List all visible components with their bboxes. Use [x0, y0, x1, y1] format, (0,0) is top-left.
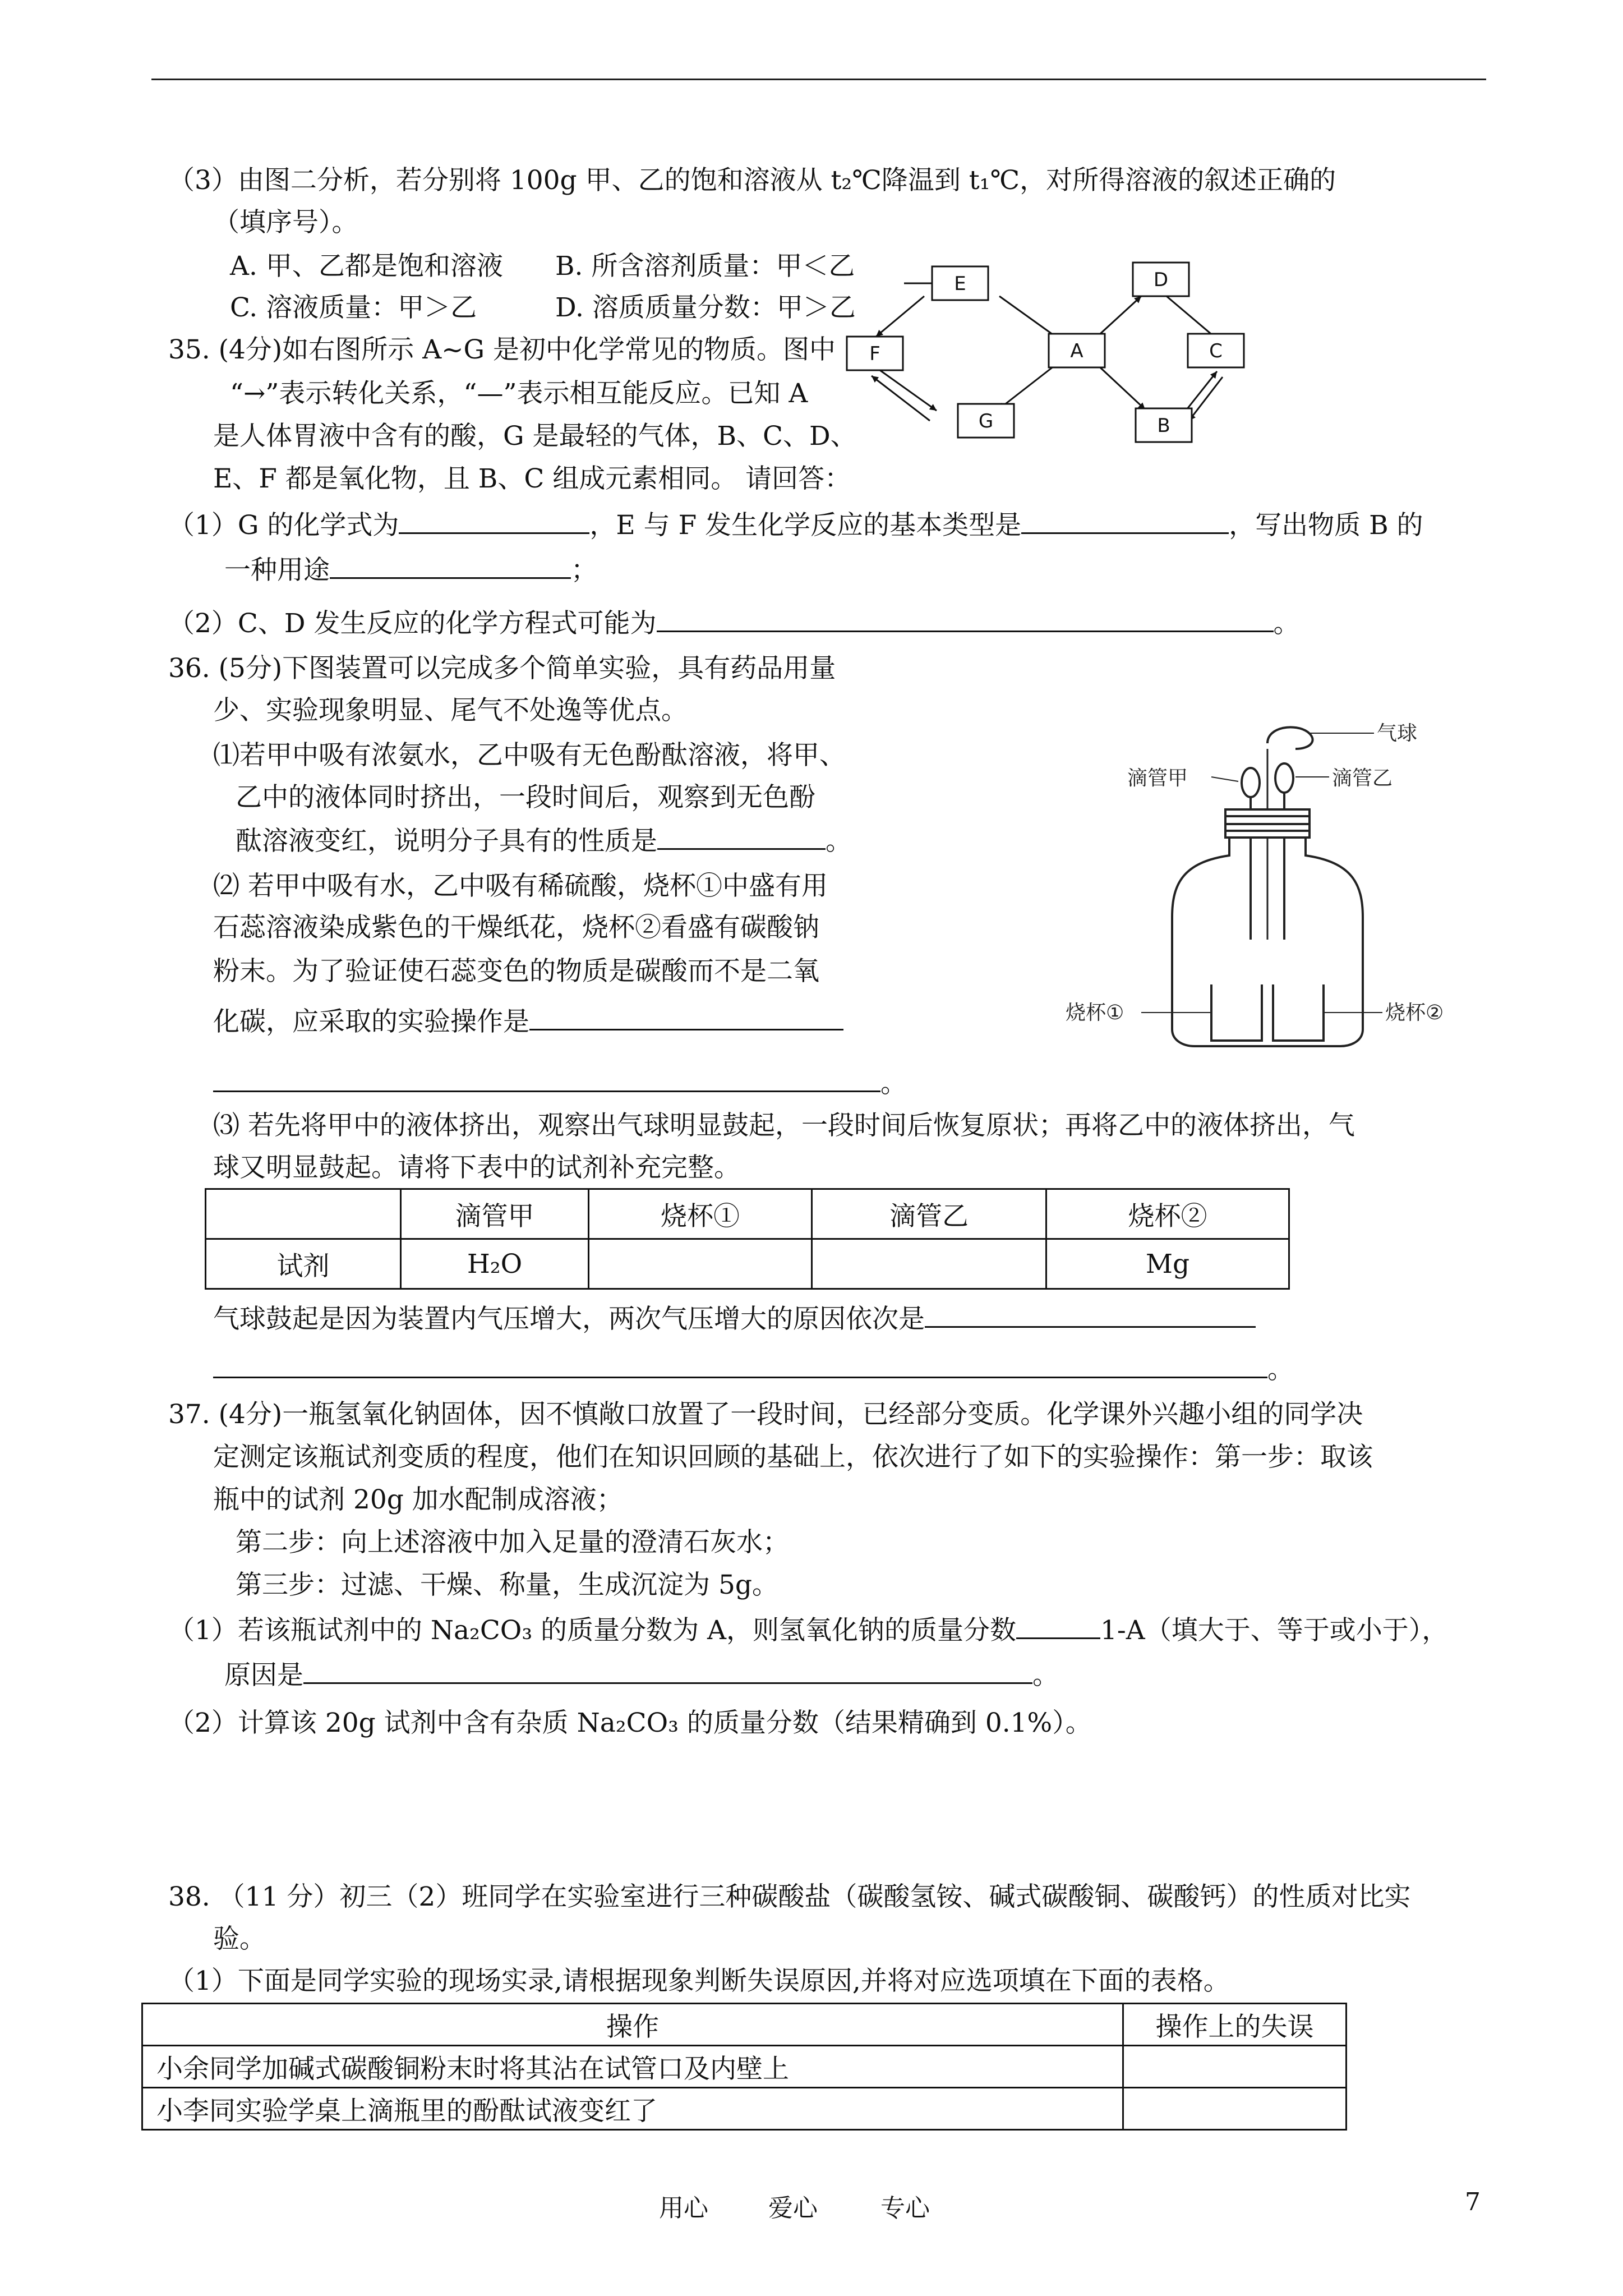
dropper-b-reagent-cell[interactable]	[812, 1239, 1046, 1289]
header-rule	[151, 79, 1486, 80]
page-number: 7	[1465, 2188, 1481, 2216]
q36-pressure-reason-blank-1[interactable]	[925, 1301, 1256, 1328]
q35-line3: 是人体胃液中含有的酸，G 是最轻的气体，B、C、D、	[213, 421, 857, 452]
q37-line4: 第二步：向上述溶液中加入足量的澄清石灰水；	[236, 1527, 789, 1558]
q35-g-formula-blank[interactable]	[399, 508, 589, 534]
q35-relation-diagram	[830, 252, 1256, 454]
q36-after-text: 气球鼓起是因为装置内气压增大，两次气压增大的原因依次是	[213, 1304, 925, 1335]
q35-q1-text-d: 一种用途	[224, 555, 330, 586]
operation-cell: 小余同学加碱式碳酸铜粉末时将其沾在试管口及内壁上	[142, 2046, 1123, 2088]
beaker-2-reagent-cell: Mg	[1046, 1239, 1289, 1289]
table-row	[206, 1189, 1289, 1239]
q36-p1-end: 。	[826, 826, 852, 857]
table-header-cell: 滴管乙	[812, 1189, 1046, 1239]
q36-p1-line1: ⑴若甲中吸有浓氨水，乙中吸有无色酚酞溶液，将甲、	[213, 740, 846, 771]
q35-reaction-type-blank[interactable]	[1021, 508, 1229, 534]
table-row	[142, 2088, 1347, 2130]
edge-c-b	[1189, 377, 1223, 421]
edge-f-g	[876, 367, 937, 411]
q36-p2-end: 。	[880, 1068, 907, 1099]
table-header-cell: 滴管甲	[401, 1189, 589, 1239]
q37-q2-line: （2）计算该 20g 试剂中含有杂质 Na₂CO₃ 的质量分数（结果精确到 0.1%）。	[168, 1708, 1092, 1738]
q35-q1-text-b: ，E 与 F 发生化学反应的基本类型是	[589, 510, 1022, 541]
row-label-cell: 试剂	[206, 1239, 401, 1289]
q35-q1-text-c: ，写出物质 B 的	[1229, 510, 1423, 541]
q38-line2: 验。	[213, 1924, 266, 1954]
node-d-label: D	[1153, 269, 1169, 291]
q38-line1: 38. （11 分）初三（2）班同学在实验室进行三种碳酸盐（碳酸氢铵、碱式碳酸铜、碳酸钙）的性质对比实	[168, 1881, 1411, 1912]
mistake-answer-cell[interactable]	[1123, 2046, 1347, 2088]
q36-molecule-property-blank[interactable]	[657, 823, 826, 850]
edge-a-g	[998, 362, 1059, 409]
node-a-label: A	[1070, 340, 1083, 362]
edge-a-b	[1095, 362, 1145, 409]
q35-q2-line	[168, 606, 1300, 642]
q34-option-d: D. 溶质质量分数：甲＞乙	[555, 292, 856, 323]
beaker-2-shape	[1273, 984, 1324, 1041]
table-row	[206, 1239, 1289, 1289]
edge-a-d	[1095, 296, 1141, 339]
dropper-b-label: 滴管乙	[1332, 767, 1393, 790]
beaker-1-reagent-cell[interactable]	[589, 1239, 812, 1289]
q36-operation-blank-2[interactable]	[213, 1066, 880, 1092]
edge-e-f	[876, 296, 924, 337]
q37-line1: 37. (4分)一瓶氢氧化钠固体，因不慎敞口放置了一段时间，已经部分变质。化学课外兴趣小组的同学决	[168, 1399, 1363, 1430]
q36-p1-text: 酞溶液变红，说明分子具有的性质是	[236, 826, 657, 857]
q36-after-line2	[213, 1352, 1294, 1388]
q35-q1-text-e: ；	[571, 555, 597, 586]
q37-q1-line1	[168, 1613, 1448, 1649]
q34-3-line2: （填序号）。	[213, 207, 358, 238]
q35-line2: “→”表示转化关系，“—”表示相互能反应。已知 A	[230, 378, 808, 409]
footer-left: 用心	[659, 2194, 708, 2223]
node-f-label: F	[869, 343, 880, 365]
q35-q1-line2	[224, 553, 597, 588]
q35-line1: 35. (4分)如右图所示 A~G 是初中化学常见的物质。图中	[168, 334, 836, 365]
q37-reason-blank[interactable]	[303, 1658, 1032, 1684]
q36-p2-line1: ⑵ 若甲中吸有水，乙中吸有稀硫酸，烧杯①中盛有用	[213, 871, 828, 901]
edge-g-f	[872, 376, 930, 421]
edge-e-a	[999, 296, 1059, 339]
node-c-label: C	[1209, 340, 1223, 362]
q37-line2: 定测定该瓶试剂变质的程度，他们在知识回顾的基础上，依次进行了如下的实验操作：第一步：取该	[213, 1442, 1373, 1473]
dropper-b-bulb	[1275, 763, 1293, 793]
dropper-a-label: 滴管甲	[1127, 767, 1188, 790]
q34-option-c: C. 溶液质量：甲＞乙	[230, 292, 477, 323]
table-header-cell: 烧杯②	[1046, 1189, 1289, 1239]
q36-p3-line2: 球又明显鼓起。请将下表中的试剂补充完整。	[213, 1152, 740, 1183]
mistake-answer-cell[interactable]	[1123, 2088, 1347, 2130]
node-b-label: B	[1157, 415, 1170, 437]
q36-operation-blank-1[interactable]	[529, 1004, 843, 1030]
q37-q1-text-d: 。	[1032, 1660, 1059, 1691]
q35-line4: E、F 都是氧化物，且 B、C 组成元素相同。 请回答：	[213, 463, 851, 494]
q35-q1-text-a: （1）G 的化学式为	[168, 510, 399, 541]
edge-d-c	[1166, 296, 1214, 337]
q36-p2-text: 化碳，应采取的实验操作是	[213, 1006, 529, 1037]
q36-p2-line4	[213, 1004, 843, 1040]
q37-comparison-blank[interactable]	[1016, 1613, 1100, 1639]
dropper-a-bulb	[1242, 768, 1260, 797]
q35-equation-blank[interactable]	[657, 606, 1274, 632]
beaker-1-label: 烧杯①	[1066, 1001, 1124, 1024]
table-header-cell: 烧杯①	[589, 1189, 812, 1239]
q35-q1-line	[168, 508, 1423, 544]
beaker-1-shape	[1211, 984, 1262, 1041]
node-g-label: G	[978, 410, 994, 432]
q35-q2-text-b: 。	[1273, 608, 1300, 639]
balloon-shape	[1267, 727, 1313, 749]
q37-q1-text-c: 原因是	[224, 1660, 303, 1691]
q37-q1-text-a: （1）若该瓶试剂中的 Na₂CO₃ 的质量分数为 A，则氢氧化钠的质量分数	[168, 1615, 1016, 1646]
q36-p2-line3: 粉末。为了验证使石蕊变色的物质是碳酸而不是二氧	[213, 956, 819, 987]
table-row	[142, 2046, 1347, 2088]
q37-q1-line2	[224, 1658, 1059, 1694]
table-header-cell: 操作	[142, 2004, 1123, 2046]
q36-p2-line2: 石蕊溶液染成紫色的干燥纸花，烧杯②看盛有碳酸钠	[213, 912, 819, 943]
q38-operation-table	[141, 2003, 1347, 2131]
q36-pressure-reason-blank-2[interactable]	[213, 1352, 1267, 1378]
q36-p3-line1: ⑶ 若先将甲中的液体挤出，观察出气球明显鼓起，一段时间后恢复原状；再将乙中的液体挤出，气	[213, 1110, 1355, 1141]
q36-after-line1	[213, 1301, 1256, 1337]
dropper-a-reagent-cell: H₂O	[401, 1239, 589, 1289]
q36-p2-line5	[213, 1066, 907, 1102]
footer-right: 专心	[880, 2194, 930, 2223]
table-header-cell	[206, 1189, 401, 1239]
node-e-label: E	[954, 273, 966, 295]
q36-p1-line2: 乙中的液体同时挤出，一段时间后，观察到无色酚	[236, 782, 815, 813]
table-header-cell: 操作上的失误	[1123, 2004, 1347, 2046]
q34-3-line1: （3）由图二分析，若分别将 100g 甲、乙的饱和溶液从 t₂℃降温到 t₁℃，对所得溶液的叙述正确的	[168, 165, 1336, 196]
q37-line3: 瓶中的试剂 20g 加水配制成溶液；	[213, 1484, 623, 1515]
q35-q2-text-a: （2）C、D 发生反应的化学方程式可能为	[168, 608, 657, 639]
footer-mid: 爱心	[768, 2194, 818, 2223]
dropper-a-leader	[1211, 777, 1238, 781]
q35-b-use-blank[interactable]	[330, 553, 571, 579]
balloon-label: 气球	[1377, 722, 1418, 745]
table-row	[142, 2004, 1347, 2046]
q37-q1-text-b: 1-A（填大于、等于或小于），	[1100, 1615, 1449, 1646]
q36-apparatus-figure	[1066, 715, 1469, 1052]
q38-line3: （1）下面是同学实验的现场实录,请根据现象判断失误原因,并将对应选项填在下面的表格。	[168, 1966, 1230, 1996]
q34-option-b: B. 所含溶剂质量：甲＜乙	[555, 251, 855, 282]
q36-line1: 36. (5分)下图装置可以完成多个简单实验，具有药品用量	[168, 653, 836, 684]
q36-reagent-table	[205, 1188, 1290, 1290]
q34-option-a: A. 甲、乙都是饱和溶液	[230, 251, 503, 282]
q36-after-end: 。	[1267, 1354, 1294, 1385]
beaker-2-label: 烧杯②	[1385, 1001, 1444, 1024]
q37-line5: 第三步：过滤、干燥、称量，生成沉淀为 5g。	[236, 1570, 778, 1600]
operation-cell: 小李同实验学桌上滴瓶里的酚酞试液变红了	[142, 2088, 1123, 2130]
q36-line2: 少、实验现象明显、尾气不处逸等优点。	[213, 695, 688, 726]
q36-p1-line3	[236, 823, 852, 859]
